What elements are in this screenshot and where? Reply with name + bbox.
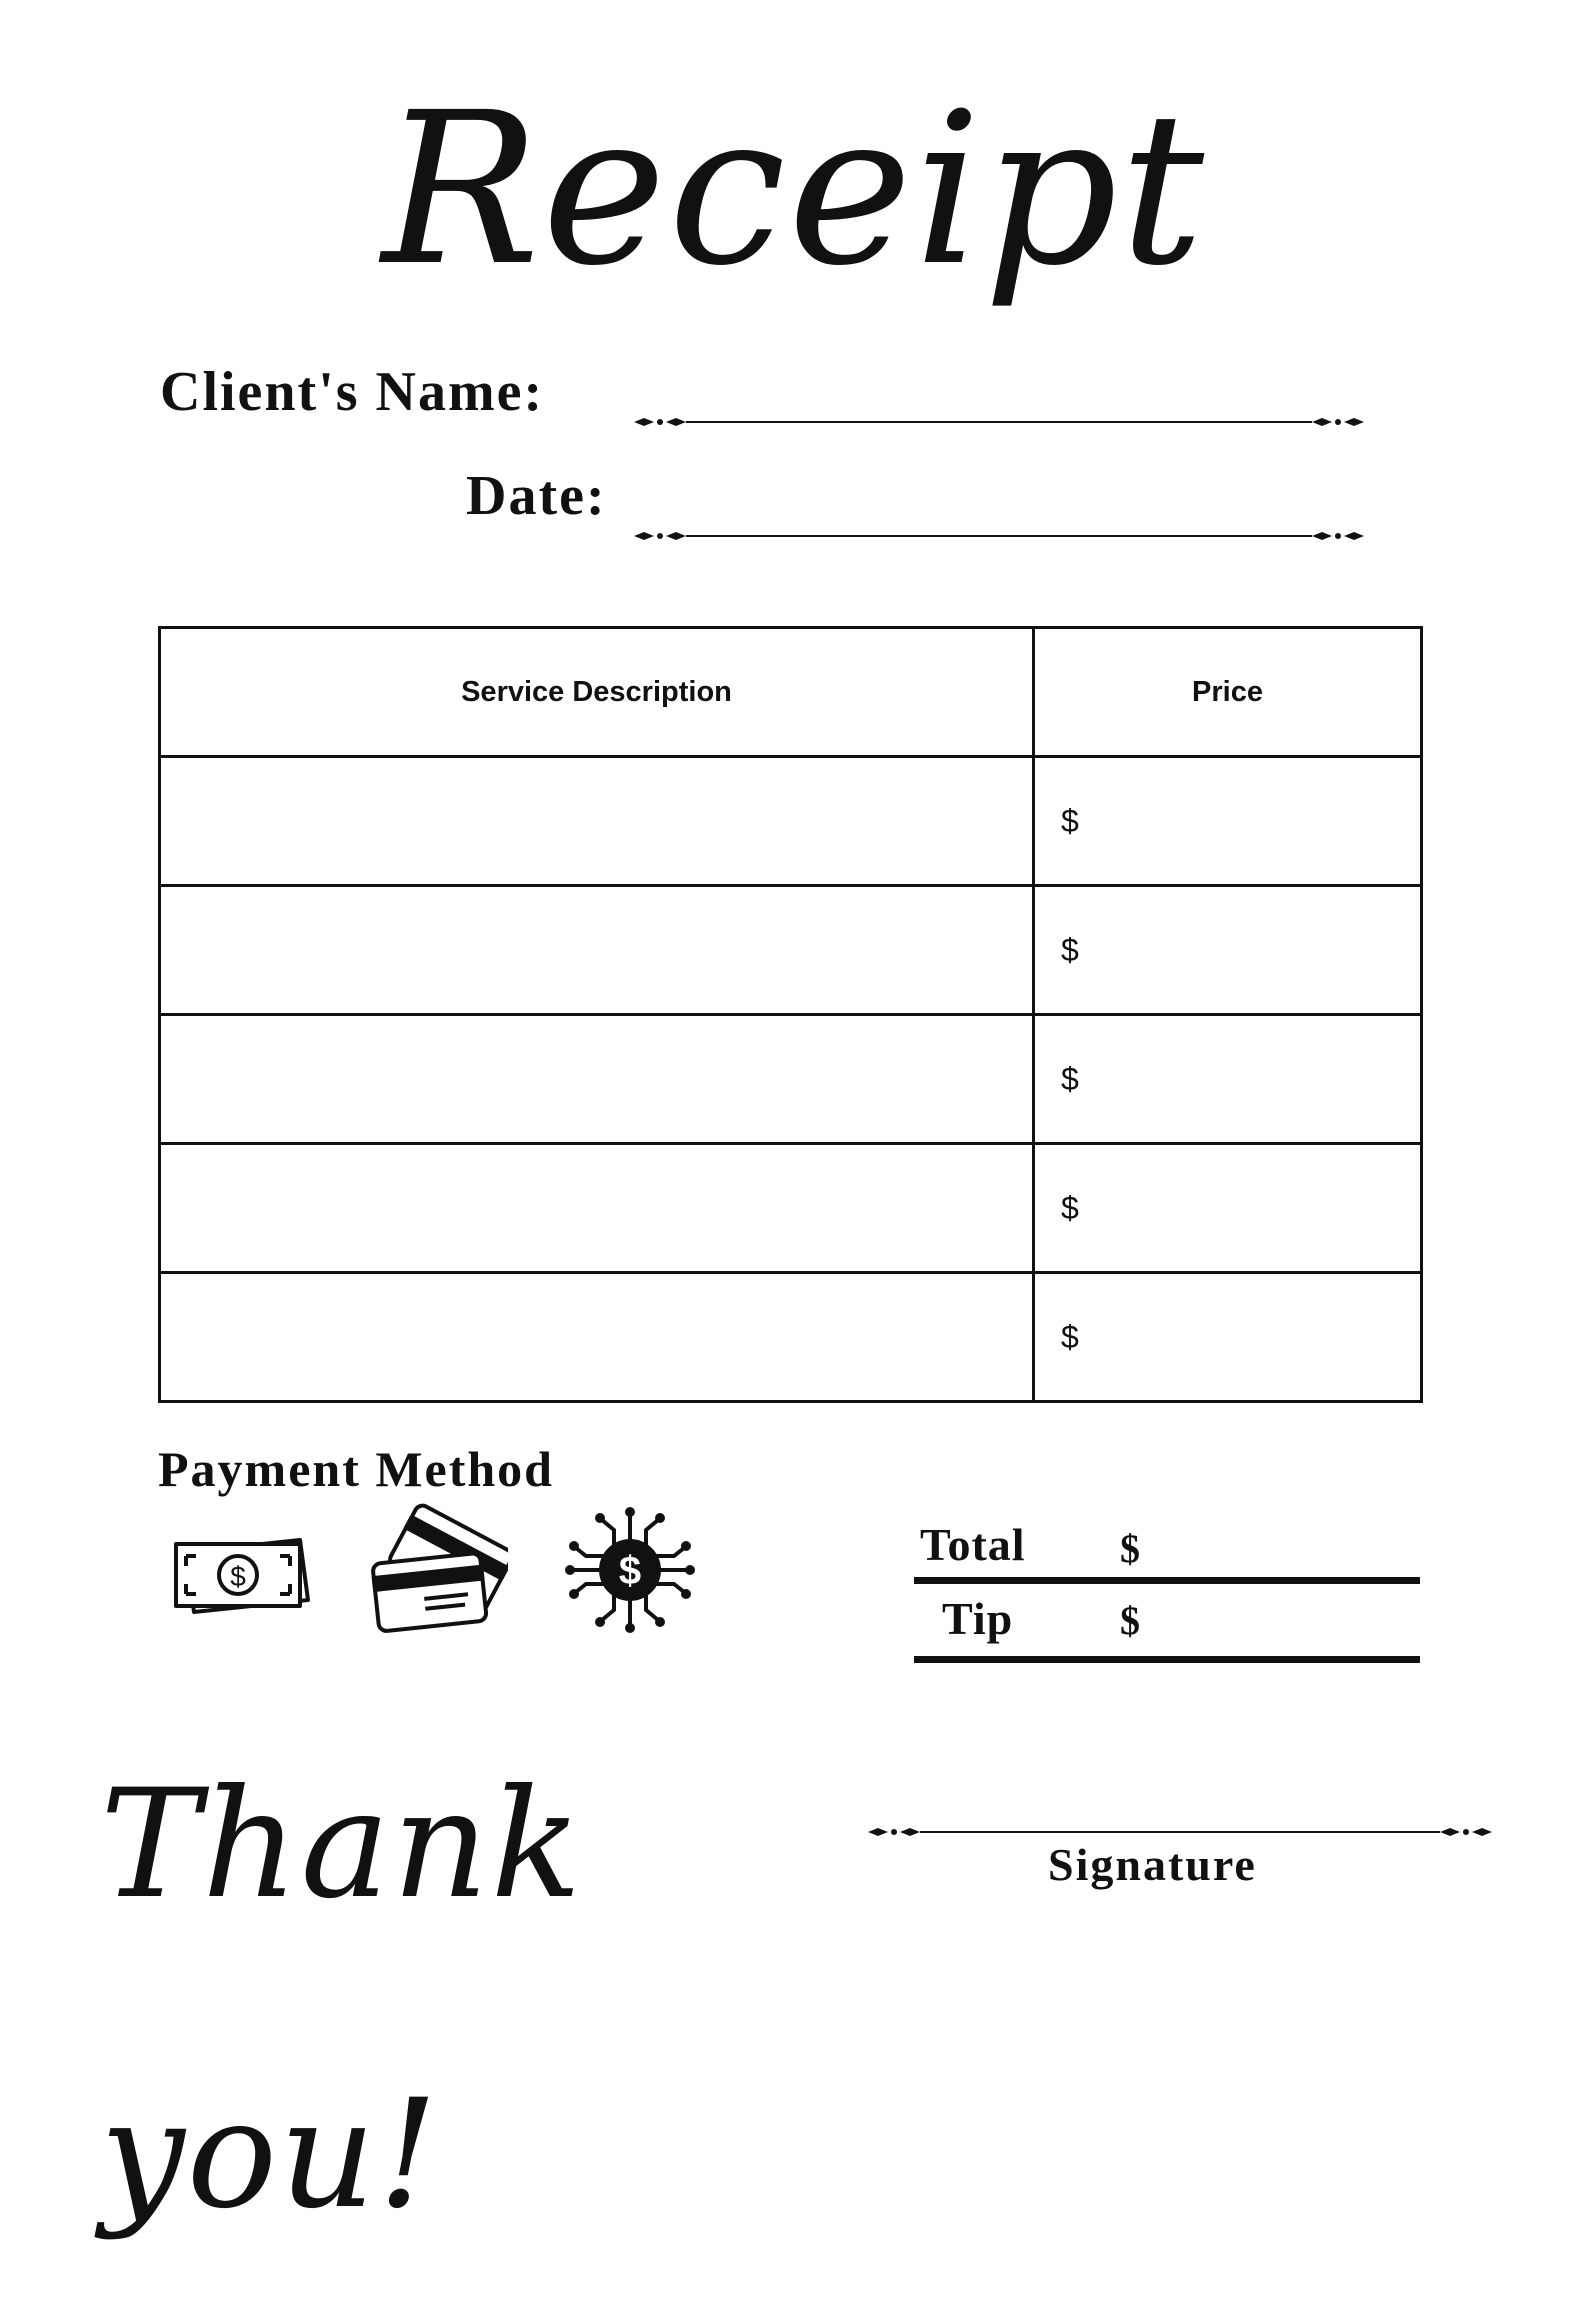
digital-currency-icon[interactable] bbox=[562, 1500, 698, 1640]
service-description-cell[interactable] bbox=[160, 1015, 1034, 1144]
credit-card-icon[interactable] bbox=[368, 1500, 508, 1640]
table-row bbox=[160, 1144, 1422, 1273]
table-header-row bbox=[160, 628, 1422, 757]
service-description-cell[interactable] bbox=[160, 1273, 1034, 1402]
price-cell[interactable]: $ bbox=[1034, 757, 1422, 886]
date-label: Date: bbox=[466, 465, 607, 527]
service-description-header: Service Description bbox=[160, 628, 1034, 757]
price-cell[interactable]: $ bbox=[1034, 1144, 1422, 1273]
table-row bbox=[160, 1015, 1422, 1144]
payment-method-label: Payment Method bbox=[158, 1441, 554, 1497]
receipt-title: Receipt bbox=[381, 67, 1207, 312]
svg-text:$: $ bbox=[230, 1561, 246, 1592]
price-header: Price bbox=[1034, 628, 1422, 757]
tip-divider bbox=[914, 1656, 1420, 1663]
price-cell[interactable]: $ bbox=[1034, 1273, 1422, 1402]
services-table bbox=[158, 626, 1423, 1403]
total-label: Total bbox=[920, 1519, 1026, 1570]
table-row bbox=[160, 1273, 1422, 1402]
table-row bbox=[160, 757, 1422, 886]
service-description-cell[interactable] bbox=[160, 1144, 1034, 1273]
cash-icon[interactable] bbox=[170, 1500, 320, 1640]
service-description-cell[interactable] bbox=[160, 757, 1034, 886]
total-currency[interactable]: $ bbox=[1120, 1526, 1140, 1571]
svg-text:$: $ bbox=[618, 1549, 642, 1593]
service-description-cell[interactable] bbox=[160, 886, 1034, 1015]
tip-label: Tip bbox=[942, 1593, 1014, 1644]
tip-currency[interactable]: $ bbox=[1120, 1598, 1140, 1643]
total-divider bbox=[914, 1577, 1420, 1584]
client-name-label: Client's Name: bbox=[160, 361, 545, 423]
table-row bbox=[160, 886, 1422, 1015]
signature-label: Signature bbox=[1048, 1839, 1257, 1890]
thank-you-message: Thank you! bbox=[100, 1758, 584, 2242]
client-name-field[interactable] bbox=[632, 414, 1366, 430]
date-field[interactable] bbox=[632, 528, 1366, 544]
price-cell[interactable]: $ bbox=[1034, 886, 1422, 1015]
price-cell[interactable]: $ bbox=[1034, 1015, 1422, 1144]
